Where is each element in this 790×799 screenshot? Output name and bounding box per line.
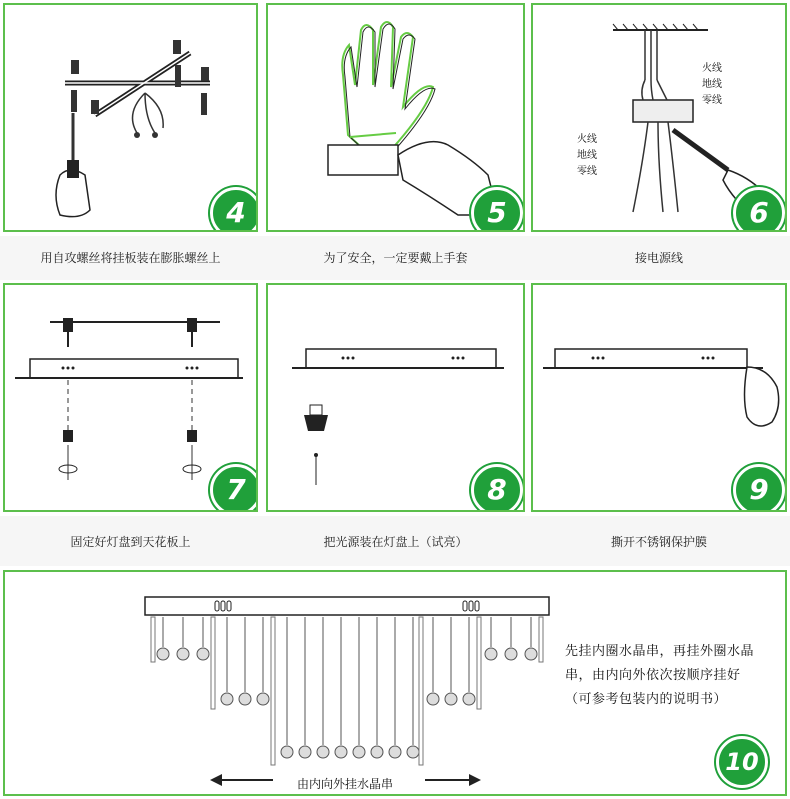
wire-label-ground-bottom: 地线 — [577, 150, 597, 161]
crystal-drop — [525, 648, 537, 660]
step-7-panel — [3, 283, 258, 512]
step-8-badge: 8 — [471, 464, 523, 512]
step-8-caption: 把光源装在灯盘上（试亮） — [323, 535, 468, 549]
step-6-caption: 接电源线 — [634, 251, 683, 265]
crystal-rod — [419, 617, 423, 765]
wire-label-live-top: 火线 — [702, 63, 722, 74]
crystal-drop — [445, 693, 457, 705]
step-6-badge: 6 — [733, 187, 785, 232]
step-10-badge: 10 — [716, 736, 768, 788]
step-9-badge: 9 — [733, 464, 785, 512]
step-9-panel — [531, 283, 787, 512]
wire-label-live-bottom: 火线 — [577, 134, 597, 145]
step-7-badge: 7 — [210, 464, 258, 512]
crystal-rod — [271, 617, 275, 765]
crystal-drop — [371, 746, 383, 758]
crystal-drop — [257, 693, 269, 705]
crystal-rod — [477, 617, 481, 709]
wire-label-neutral-top: 零线 — [702, 95, 722, 106]
crystal-drop — [505, 648, 517, 660]
step-4-badge: 4 — [210, 187, 258, 232]
crystal-drop — [407, 746, 419, 758]
step-5-panel — [266, 3, 525, 232]
step-10-arrow-label: 由内向外挂水晶串 — [296, 777, 393, 791]
step-6-panel — [531, 3, 787, 232]
wire-label-neutral-bottom: 零线 — [577, 166, 597, 177]
crystal-drop — [335, 746, 347, 758]
crystal-drop — [281, 746, 293, 758]
crystal-drop — [221, 693, 233, 705]
crystal-drop — [177, 648, 189, 660]
crystal-drop — [427, 693, 439, 705]
crystal-drop — [485, 648, 497, 660]
crystal-drop — [463, 693, 475, 705]
crystal-drop — [157, 648, 169, 660]
crystal-drop — [197, 648, 209, 660]
crystal-rod — [211, 617, 215, 709]
step-4-panel — [3, 3, 258, 232]
wire-label-ground-top: 地线 — [702, 79, 722, 90]
crystal-strands — [151, 617, 543, 765]
step-10-note: 先挂内圈水晶串，再挂外圈水晶串，由内向外依次按顺序挂好（可参考包装内的说明书） — [565, 644, 755, 707]
crystal-drop — [239, 693, 251, 705]
crystal-rod — [539, 617, 543, 662]
step-9-caption: 撕开不锈钢保护膜 — [610, 535, 707, 549]
crystal-drop — [317, 746, 329, 758]
step-5-badge: 5 — [471, 187, 523, 232]
crystal-drop — [299, 746, 311, 758]
step-4-caption: 用自攻螺丝将挂板装在膨胀螺丝上 — [40, 251, 221, 265]
crystal-rod — [151, 617, 155, 662]
step-5-caption: 为了安全，一定要戴上手套 — [323, 251, 468, 265]
step-8-panel — [266, 283, 525, 512]
step-7-caption: 固定好灯盘到天花板上 — [70, 535, 191, 549]
crystal-drop — [389, 746, 401, 758]
crystal-drop — [353, 746, 365, 758]
